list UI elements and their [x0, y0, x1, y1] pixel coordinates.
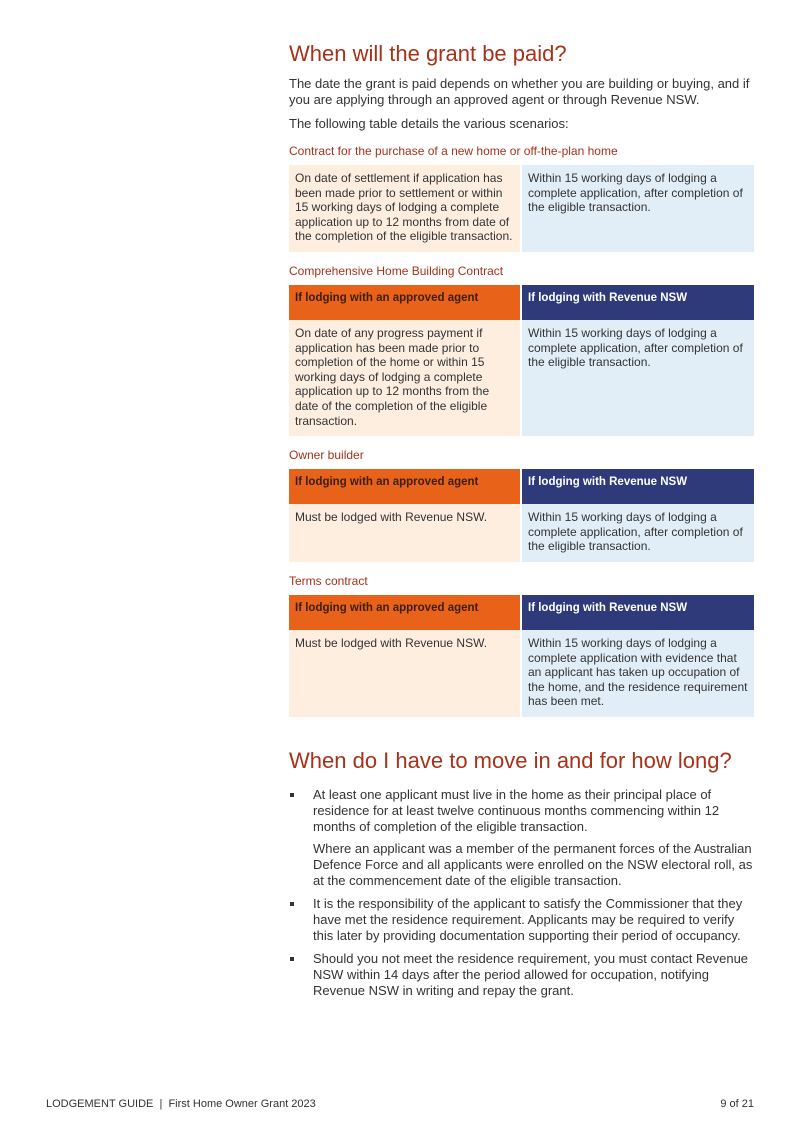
header-revenue: If lodging with Revenue NSW	[521, 469, 754, 504]
cell-revenue: Within 15 working days of lodging a complete application, after completion of the eligible transaction.	[521, 320, 754, 436]
list-item	[289, 787, 754, 889]
cell-agent: Must be lodged with Revenue NSW.	[289, 630, 521, 717]
heading-move-in: When do I have to move in and for how long?	[289, 747, 732, 773]
table-header-row	[289, 595, 754, 630]
label-owner-builder: Owner builder	[289, 448, 364, 463]
label-contract-new-home: Contract for the purchase of a new home or off-the-plan home	[289, 144, 618, 158]
page-number: 9 of 21	[720, 1098, 754, 1110]
header-revenue: If lodging with Revenue NSW	[521, 595, 754, 630]
cell-agent: On date of settlement if application has been made prior to settlement or within 15 working days of lodging a complete application up to 12 months from date of the completion of the eligible transaction.	[289, 165, 521, 252]
table-row	[289, 165, 754, 252]
table-row	[289, 504, 754, 562]
table-row	[289, 630, 754, 717]
label-terms-contract: Terms contract	[289, 573, 368, 588]
cell-agent: Must be lodged with Revenue NSW.	[289, 504, 521, 562]
table-header-row	[289, 285, 754, 320]
table-row	[289, 320, 754, 436]
page-content	[289, 40, 754, 1006]
cell-revenue: Within 15 working days of lodging a complete application with evidence that an applicant has taken up occupation of the home, and the residence requirement has been met.	[521, 630, 754, 717]
page-footer	[46, 1097, 754, 1111]
bullet-text: It is the responsibility of the applicant to satisfy the Commissioner that they have met the residence requirement. Applicants may be required to verify this later by providing documentation supporting their period of occupancy.	[313, 895, 743, 943]
bullet-text: Should you not meet the residence requirement, you must contact Revenue NSW within 14 days after the period allowed for occupation, notifying Revenue NSW in writing and repay the grant.	[313, 950, 749, 998]
label-comprehensive-building: Comprehensive Home Building Contract	[289, 263, 504, 278]
list-item	[289, 896, 754, 944]
table-header-row	[289, 469, 754, 504]
square-bullet-icon	[290, 957, 294, 961]
cell-revenue: Within 15 working days of lodging a complete application, after completion of the eligible transaction.	[521, 165, 754, 252]
table-owner-builder	[289, 469, 754, 562]
header-agent: If lodging with an approved agent	[289, 595, 521, 630]
bullet-text: At least one applicant must live in the home as their principal place of residence for at least twelve continuous months commencing within 12 months of completion of the eligible transaction.	[313, 786, 720, 834]
table-contract-new-home	[289, 165, 754, 252]
cell-revenue: Within 15 working days of lodging a complete application, after completion of the eligible transaction.	[521, 504, 754, 562]
list-item	[289, 951, 754, 999]
square-bullet-icon	[290, 902, 294, 906]
heading-when-paid: When will the grant be paid?	[289, 41, 567, 66]
header-agent: If lodging with an approved agent	[289, 469, 521, 504]
bullet-subtext: Where an applicant was a member of the permanent forces of the Australian Defence Force and all applicants were enrolled on the NSW electoral roll, as at the commencement date of the eligible transaction.	[313, 840, 753, 888]
table-terms-contract	[289, 595, 754, 717]
cell-agent: On date of any progress payment if application has been made prior to completion of the home or within 15 working days of lodging a complete application up to 12 months from the date of the completion of the eligible transaction.	[289, 320, 521, 436]
intro-paragraph: The date the grant is paid depends on whether you are building or buying, and if you are applying through an approved agent or through Revenue NSW.	[289, 76, 750, 107]
table-intro-paragraph: The following table details the various scenarios:	[289, 116, 569, 131]
header-revenue: If lodging with Revenue NSW	[521, 285, 754, 320]
footer-document-title: LODGEMENT GUIDE | First Home Owner Grant 2023	[46, 1098, 316, 1110]
square-bullet-icon	[290, 793, 294, 797]
residence-bullet-list	[289, 787, 754, 999]
table-comprehensive-building	[289, 285, 754, 436]
header-agent: If lodging with an approved agent	[289, 285, 521, 320]
